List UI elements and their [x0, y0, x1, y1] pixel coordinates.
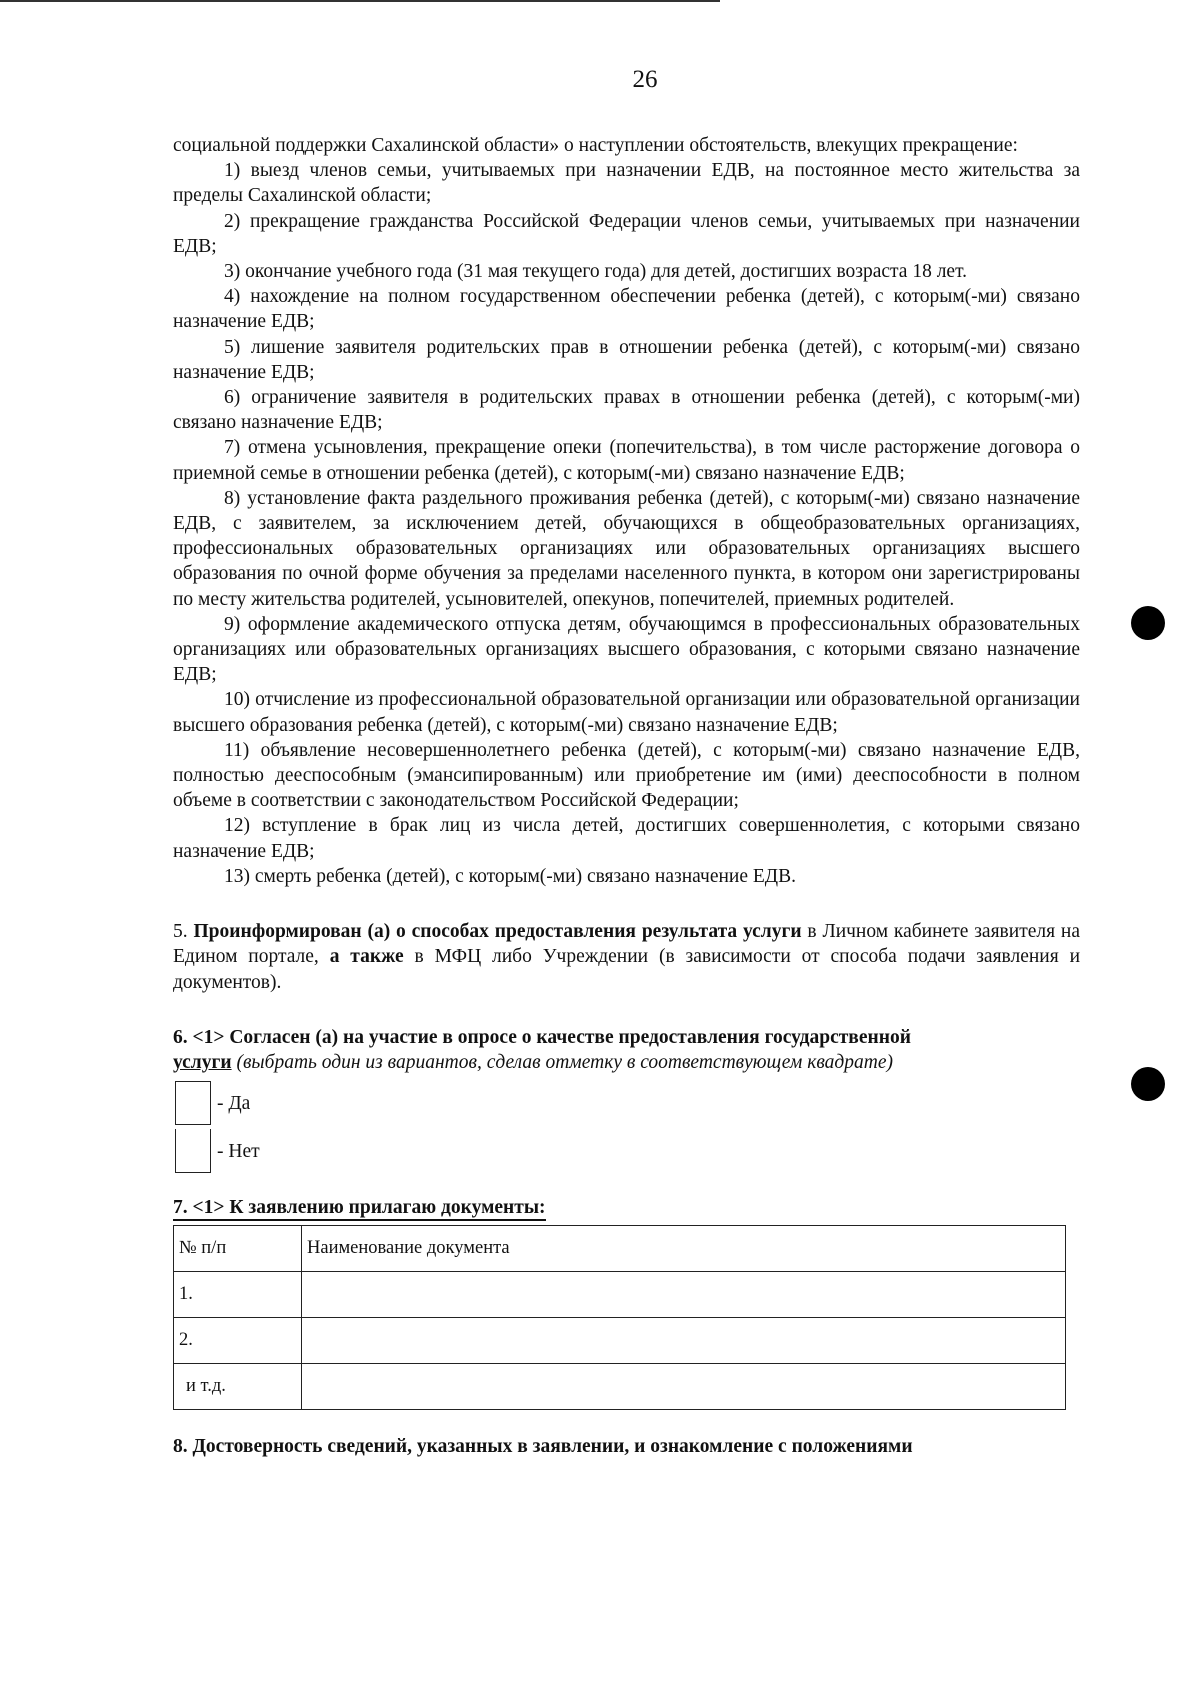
section-5-text: в Личном кабинете заявителя на Едином портале, — [173, 921, 1081, 968]
table-row — [174, 1318, 1066, 1364]
section-6 — [173, 1025, 1080, 1175]
intro-paragraph: социальной поддержки Сахалинской области» о наступлении обстоятельств, влекущих прекращение: — [173, 135, 1018, 156]
scan-top-edge-line — [0, 0, 720, 2]
section-5 — [173, 919, 1080, 995]
document-name-cell[interactable] — [302, 1272, 1066, 1318]
row-number: и т.д. — [174, 1364, 302, 1410]
section-6-title-end: услуги — [173, 1051, 232, 1073]
table-row — [174, 1364, 1066, 1410]
section-6-title: 6. <1> Согласен (а) на участие в опросе о качестве предоставления государственной — [173, 1026, 911, 1048]
section-6-hint: (выбрать один из вариантов, сделав отметку в соответствующем квадрате) — [236, 1051, 894, 1073]
table-header-row — [174, 1226, 1066, 1272]
list-item: 5) лишение заявителя родительских прав в отношении ребенка (детей), с которым(-ми) связано назначение ЕДВ; — [173, 336, 1080, 383]
option-yes[interactable] — [175, 1079, 1080, 1127]
document-body — [173, 133, 1080, 1459]
list-item: 13) смерть ребенка (детей), с которым(-ми) связано назначение ЕДВ. — [224, 865, 796, 887]
section-5-heading: Проинформирован (а) о способах предоставления результата услуги — [193, 921, 802, 943]
checkbox-no[interactable] — [175, 1129, 211, 1173]
list-item: 10) отчисление из профессиональной образовательной организации или образовательной организации высшего образования ребенка (детей), с которым(-ми) связано назначение ЕДВ; — [173, 689, 1080, 736]
option-yes-label: - Да — [217, 1092, 251, 1114]
section-5-emphasis: а также — [329, 946, 404, 968]
document-name-cell[interactable] — [302, 1364, 1066, 1410]
checkbox-yes[interactable] — [175, 1081, 211, 1125]
row-number: 2. — [174, 1318, 302, 1364]
section-7 — [173, 1195, 1080, 1410]
section-5-text-tail: в МФЦ либо Учреждении (в зависимости от способа подачи заявления и документов). — [173, 946, 1081, 993]
row-number: 1. — [174, 1272, 302, 1318]
section-5-number: 5. — [173, 921, 188, 943]
punch-hole-mark — [1131, 1067, 1165, 1101]
list-item: 7) отмена усыновления, прекращение опеки (попечительства), в том числе расторжение договора о приемной семье в отношении ребенка (детей), с которым(-ми) связано назначение ЕДВ; — [173, 437, 1080, 484]
documents-table — [173, 1225, 1066, 1410]
section-7-title: 7. <1> К заявлению прилагаю документы: — [173, 1197, 546, 1221]
list-item: 9) оформление академического отпуска детям, обучающимся в профессиональных образовательных организациях или образовательных организациях высшего образования, с которыми связано назначение ЕДВ; — [173, 613, 1080, 686]
section-8-title: 8. Достоверность сведений, указанных в заявлении, и ознакомление с положениями — [173, 1436, 913, 1458]
column-header-document: Наименование документа — [302, 1226, 1066, 1272]
page-number: 26 — [632, 66, 658, 93]
column-header-number: № п/п — [174, 1226, 302, 1272]
list-item: 8) установление факта раздельного проживания ребенка (детей), с которым(-ми) связано назначение ЕДВ, с заявителем, за исключением детей, обучающихся в общеобразовательных организациях, профессиональных образовательных организациях или образовательных организациях высшего образования по очной форме обучения за пределами населенного пункта, в котором они зарегистрированы по месту жительства родителей, усыновителей, опекунов, попечителей, приемных родителей. — [173, 487, 1080, 610]
list-item: 2) прекращение гражданства Российской Федерации членов семьи, учитываемых при назначении ЕДВ; — [173, 210, 1080, 257]
list-item: 11) объявление несовершеннолетнего ребенка (детей), с которым(-ми) связано назначение ЕДВ, полностью дееспособным (эмансипированным) или приобретение им (ими) дееспособности в полном объеме в соответствии с законодательством Российской Федерации; — [173, 739, 1080, 812]
punch-hole-mark — [1131, 606, 1165, 640]
list-item: 4) нахождение на полном государственном обеспечении ребенка (детей), с которым(-ми) связано назначение ЕДВ; — [173, 286, 1080, 333]
list-item: 12) вступление в брак лиц из числа детей, достигших совершеннолетия, с которыми связано назначение ЕДВ; — [173, 815, 1080, 862]
option-no[interactable] — [175, 1127, 1080, 1175]
option-no-label: - Нет — [217, 1140, 260, 1162]
survey-options — [175, 1079, 1080, 1175]
list-item: 1) выезд членов семьи, учитываемых при назначении ЕДВ, на постоянное место жительства за пределы Сахалинской области; — [173, 160, 1080, 207]
list-item: 6) ограничение заявителя в родительских правах в отношении ребенка (детей), с которым(-ми) связано назначение ЕДВ; — [173, 387, 1080, 434]
table-row — [174, 1272, 1066, 1318]
list-item: 3) окончание учебного года (31 мая текущего года) для детей, достигших возраста 18 лет. — [224, 261, 968, 283]
document-name-cell[interactable] — [302, 1318, 1066, 1364]
